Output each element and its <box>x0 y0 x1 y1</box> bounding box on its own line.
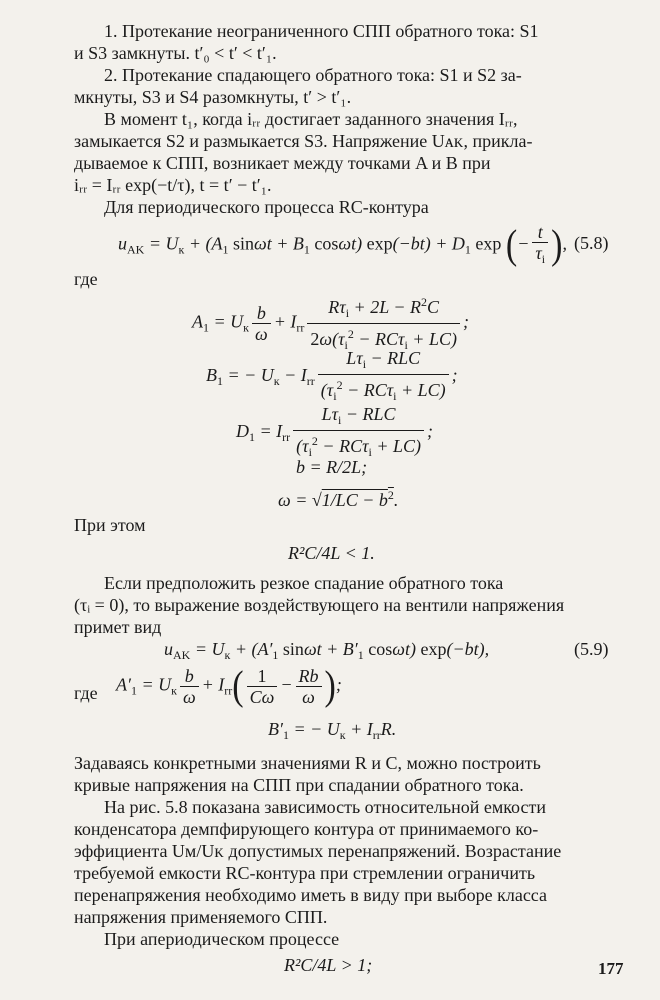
equation-d1: $D_1 = I_{rr}$ $\frac{L\tau_i - RLC}{(\tau_i^2 - RC\tau_i + LC)}$ ; <box>236 404 434 459</box>
equation-b1: $B_1$ = − $U_к - I_{rr}$ $\frac{L\tau_i - RLC}{(\tau_i^2 - RC\tau_i + LC)}$ ; <box>206 348 458 403</box>
equation-number: (5.8) <box>574 233 609 253</box>
text-line: напряжения применяемого СПП. <box>74 907 328 927</box>
page-number: 177 <box>598 959 624 978</box>
text-line: где <box>74 269 98 289</box>
text-line: перенапряжения необходимо иметь в виду при выборе класса <box>74 885 548 905</box>
text-line: кривые напряжения на СПП при спадании обратного тока. <box>74 775 524 795</box>
equation-omega: $\omega = √1/LC - b^2$. <box>278 488 399 510</box>
equation-a1-prime: $A'_1 = U_к$ $\frac{b}{\omega}$ + $I_{rr}$( $\frac{1}{C\omega}$ − $\frac{Rb}{\omega}$ ); <box>116 663 342 709</box>
text-line: требуемой емкости RC-контура при стремлении ограничить <box>74 863 536 883</box>
text-line: iᵣᵣ = Iᵣᵣ exp(−t/τ), t = t′ − t′₁. <box>74 175 272 195</box>
text-line: 2. Протекание спадающего обратного тока: S1 и S2 за- <box>104 65 522 85</box>
condition-aperiodic: R²C/4L > 1; <box>284 955 373 975</box>
text-line: и S3 замкнуты. t′₀ < t′ < t′₁. <box>74 43 277 63</box>
text-line: При апериодическом процессе <box>104 929 340 949</box>
text-line: примет вид <box>74 617 162 637</box>
text-line: дываемое к СПП, возникает между точками A и B при <box>74 153 491 173</box>
text-line: В момент t₁, когда iᵣᵣ достигает заданного значения Iᵣᵣ, <box>104 109 518 129</box>
text-line: Для периодического процесса RC-контура <box>104 197 429 217</box>
text-line: замыкается S2 и размыкается S3. Напряжение Uᴀᴋ, прикла- <box>74 131 533 151</box>
equation-5-9: $u_{AK} = U_к + (A'_1$ $\sin\omega t + B'_1$ cosωt) exp(−bt), <box>164 639 490 662</box>
text-line: конденсатора демпфирующего контура от принимаемого ко- <box>74 819 539 839</box>
equation-b1-prime: $B'_1$ = − $U_к + I_{rr}R$. <box>268 719 397 742</box>
condition-periodic: R²C/4L < 1. <box>288 543 375 563</box>
equation-a1: $A_1 = U_к$ $\frac{b}{\omega}$ + $I_{rr}$ $\frac{R\tau_i + 2L - R^2C}{2\omega(\tau_i^2 - RC\tau_i + LC)}$ ; <box>192 292 469 355</box>
text-line: (τᵢ = 0), то выражение воздействующего на вентили напряжения <box>74 595 565 615</box>
text-line: эффициента Uᴍ/Uᴋ допустимых перенапряжений. Возрастание <box>74 841 562 861</box>
text-line: При этом <box>74 515 146 535</box>
text-line: 1. Протекание неограниченного СПП обратного тока: S1 <box>104 21 539 41</box>
text-line: Задаваясь конкретными значениями R и C, можно построить <box>74 753 541 773</box>
equation-b: b = R/2L; <box>296 457 368 477</box>
text-line: где <box>74 683 98 703</box>
equation-5-8: $u_{AK} = U_к + (A_1$ $\sin\omega t + B_1$ cosωt) $\exp(-bt) + D_1$ exp (− $\frac{t}{\tau_i}$ ), <box>118 222 567 268</box>
equation-number: (5.9) <box>574 639 609 659</box>
text-line: мкнуты, S3 и S4 разомкнуты, t′ > t′₁. <box>74 87 352 107</box>
text-line: На рис. 5.8 показана зависимость относительной емкости <box>104 797 546 817</box>
text-line: Если предположить резкое спадание обратного тока <box>104 573 504 593</box>
